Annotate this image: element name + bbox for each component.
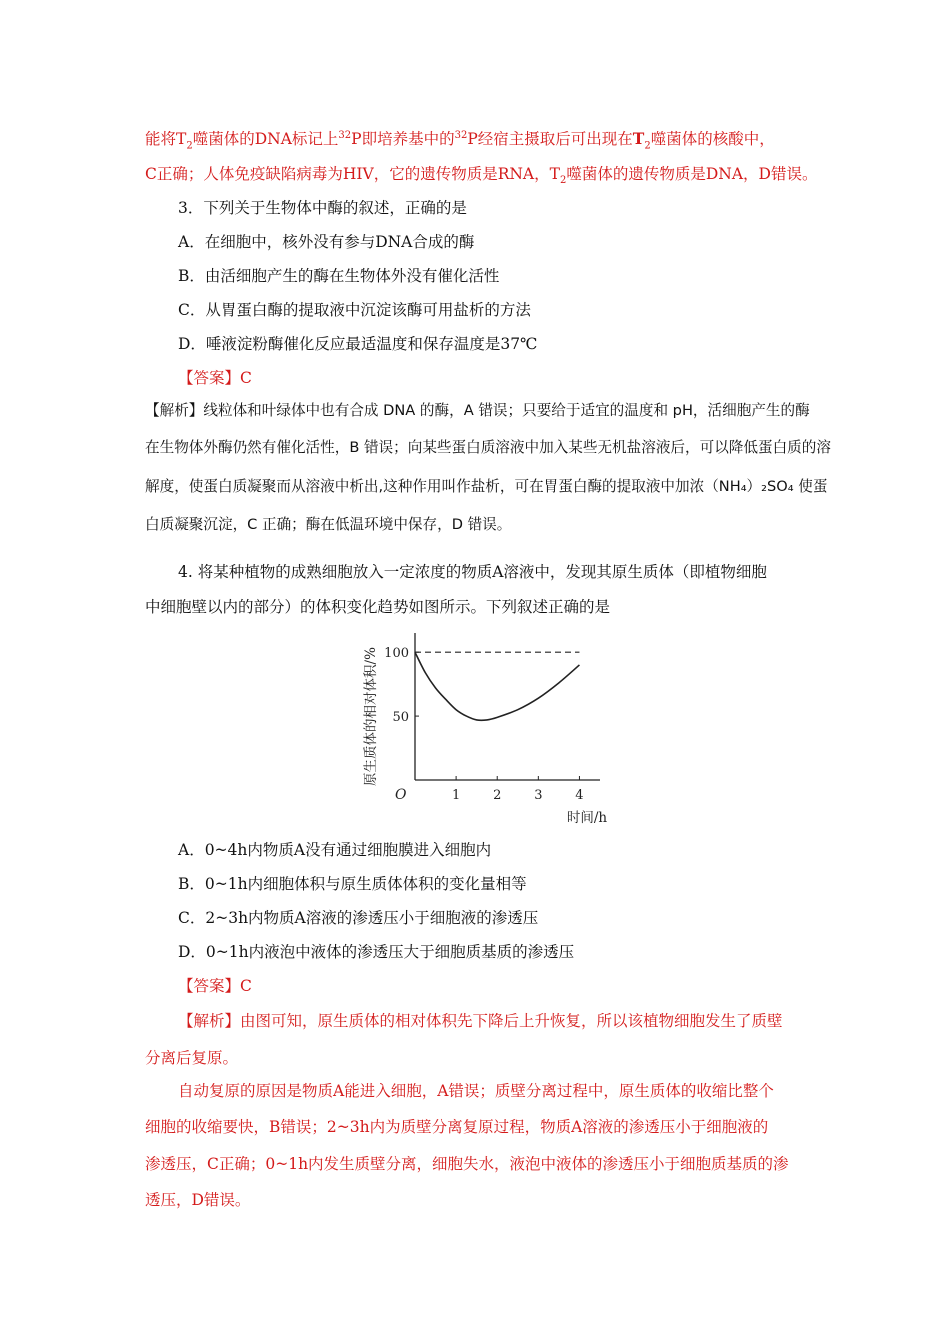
y-tick-label: 100 (384, 646, 409, 662)
text: T (176, 130, 187, 149)
prev-analysis-line-1 (145, 126, 775, 156)
q4-analysis-line-5: 渗透压，C正确；0~1h内发生质壁分离，细胞失水，液泡中液体的渗透压小于细胞质基质的渗 (145, 1155, 789, 1173)
text: 噬菌体的DNA标记上 (192, 130, 339, 149)
q4-stem-line-2: 中细胞壁以内的部分）的体积变化趋势如图所示。下列叙述正确的是 (145, 598, 611, 616)
x-tick-label: 1 (451, 788, 461, 803)
q4-option-d: D．0~1h内液泡中液体的渗透压大于细胞质基质的渗透压 (178, 943, 575, 961)
q4-analysis-line-4: 细胞的收缩要快，B错误；2~3h内为质壁分离复原过程，物质A溶液的渗透压小于细胞液的 (145, 1118, 769, 1136)
x-tick-label: 3 (534, 788, 543, 803)
q3-analysis-line-2: 在生物体外酶仍然有催化活性，B 错误；向某些蛋白质溶液中加入某些无机盐溶液后，可以降低蛋白质的溶 (145, 439, 831, 456)
q4-option-a: A．0~4h内物质A没有通过细胞膜进入细胞内 (178, 841, 492, 859)
subscript: 2 (644, 140, 651, 152)
q3-option-a: A．在细胞中，核外没有参与DNA合成的酶 (178, 233, 475, 251)
q3-analysis-line-3: 解度，使蛋白质凝聚而从溶液中析出,这种作用叫作盐析，可在胃蛋白酶的提取液中加浓（NH₄）₂SO₄ 使蛋 (145, 478, 828, 495)
volume-chart-svg (355, 628, 625, 828)
text: P经宿主摄取后可出现在 (467, 130, 633, 149)
q4-analysis-line-6: 透压，D错误。 (145, 1191, 251, 1209)
q3-option-c: C．从胃蛋白酶的提取液中沉淀该酶可用盐析的方法 (178, 301, 531, 319)
q4-option-c: C．2~3h内物质A溶液的渗透压小于细胞液的渗透压 (178, 909, 539, 927)
text: C正确；人体免疫缺陷病毒为HIV，它的遗传物质是RNA，T (145, 165, 560, 183)
superscript: 32 (338, 130, 352, 141)
prev-analysis-line-2 (145, 164, 817, 191)
y-tick-label: 50 (392, 710, 409, 726)
text: 噬菌体的核酸中， (650, 130, 775, 149)
subscript: 2 (559, 175, 567, 187)
x-tick-label: 2 (493, 788, 502, 803)
q4-analysis-line-1: 【解析】由图可知，原生质体的相对体积先下降后上升恢复，所以该植物细胞发生了质壁 (178, 1012, 783, 1030)
y-axis-label: 原生质体的相对体积/% (363, 647, 379, 786)
x-tick-label: 4 (575, 788, 584, 803)
q3-option-d: D．唾液淀粉酶催化反应最适温度和保存温度是37℃ (178, 335, 538, 353)
series-line-protoplast-volume (415, 652, 579, 720)
superscript: 32 (454, 130, 468, 141)
q3-analysis-line-4: 白质凝聚沉淀，C 正确；酶在低温环境中保存，D 错误。 (145, 516, 512, 533)
q4-answer: 【答案】C (178, 977, 252, 995)
q3-analysis-line-1: 【解析】线粒体和叶绿体中也有合成 DNA 的酶，A 错误；只要给于适宜的温度和 pH，活细胞产生的酶 (145, 402, 810, 419)
x-axis-label: 时间/h (566, 810, 608, 826)
volume-chart (355, 628, 625, 828)
text: T (632, 129, 645, 149)
origin-label: O (395, 787, 407, 803)
text: 噬菌体的遗传物质是DNA，D错误。 (566, 165, 818, 183)
q3-option-b: B．由活细胞产生的酶在生物体外没有催化活性 (178, 267, 500, 285)
q4-option-b: B．0~1h内细胞体积与原生质体体积的变化量相等 (178, 875, 527, 893)
text: 能将 (145, 130, 177, 149)
text: P即培养基中的 (351, 130, 455, 149)
q3-answer: 【答案】C (178, 369, 252, 387)
subscript: 2 (186, 140, 193, 152)
q4-stem-line-1: 4. 将某种植物的成熟细胞放入一定浓度的物质A溶液中，发现其原生质体（即植物细胞 (178, 563, 767, 581)
q4-analysis-line-3: 自动复原的原因是物质A能进入细胞，A错误；质壁分离过程中，原生质体的收缩比整个 (178, 1082, 774, 1100)
q3-stem: 3．下列关于生物体中酶的叙述，正确的是 (178, 199, 467, 217)
q4-analysis-line-2: 分离后复原。 (145, 1049, 239, 1067)
